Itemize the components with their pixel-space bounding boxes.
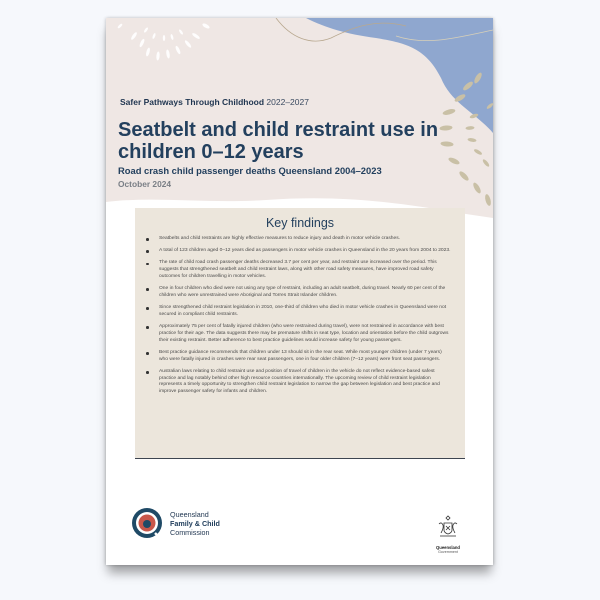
document-subtitle: Road crash child passenger deaths Queensland 2004–2023: [118, 165, 382, 176]
series-name: [120, 97, 309, 107]
qld-gov-sub: Government: [438, 550, 458, 554]
list-item: Best practice guidance recommends that children under 13 should sit in the rear seat. While most younger children (under 7 years) who were fatally injured in crashes were rear seat passengers, one in four older children (7–12 years) were front seat passengers.: [145, 350, 451, 364]
bullet-icon: [146, 352, 149, 355]
bullet-icon: [146, 326, 149, 329]
list-item: Seatbelts and child restraints are highly effective measures to reduce injury and death in motor vehicle crashes.: [145, 236, 451, 243]
list-item: One in four children who died were not using any type of restraint, including an adult seatbelt, during travel. Nearly 60 per cent of the children who were unrestrained were Aboriginal and Torres Strait Islander children.: [145, 286, 451, 300]
hero-banner: [106, 18, 493, 218]
bullet-icon: [146, 263, 149, 266]
key-findings-heading: Key findings: [265, 216, 335, 230]
list-item: A total of 123 children aged 0–12 years died as passengers in motor vehicle crashes in Queensland in the 20 years from 2004 to 2023.: [145, 248, 451, 255]
qld-gov-name: Queensland: [436, 545, 460, 550]
document-title: Seatbelt and child restraint use in children 0–12 years: [118, 119, 439, 163]
bullet-icon: [146, 250, 149, 253]
bullet-icon: [146, 307, 149, 310]
bullet-icon: [146, 238, 149, 241]
qfcc-logo-icon: [130, 506, 164, 540]
queensland-government-logo: [428, 514, 468, 554]
publication-date: October 2024: [118, 179, 172, 189]
series-title: Safer Pathways Through Childhood: [120, 97, 265, 107]
list-item: Australian laws relating to child restraint use and position of travel of children in the vehicle do not reflect evidence-based safest practice and lag notably behind other high resource countries internationally. The upcoming review of child restraint legislation represents a timely opportunity to strengthen child restraint legislation to narrow the gap between legislation and best practice and improve passenger safety for infants and children.: [145, 369, 451, 396]
key-findings-list: [135, 236, 465, 396]
list-item: Since strengthened child restraint legislation in 2010, one-third of children who died in motor vehicle crashes in Queensland were not secured in compliant child restraints.: [145, 305, 451, 319]
list-item: Approximately 75 per cent of fatally injured children (who were restrained during travel), were not restrained in accordance with best practice for their age. The data suggests there may be premature shifts in seat type, location and orientation before the child outgrows their existing restraint. Better adherence to best practice guidelines would increase safety for young passengers.: [145, 324, 451, 344]
qfcc-name-line2: Family & Child: [170, 518, 220, 528]
series-years: 2022–2027: [266, 97, 309, 107]
qfcc-logo: [130, 506, 220, 540]
bullet-icon: [146, 371, 149, 374]
list-item: The rate of child road crash passenger deaths decreased 3.7 per cent per year, and restraint use increased over the period. This suggests that strengthened seatbelt and child restraint laws, along with other road safety measures, have improved road safety outcomes for children travelling in motor vehicles.: [145, 260, 451, 280]
key-findings-box: [135, 208, 465, 459]
queensland-coat-of-arms-icon: [435, 514, 461, 540]
qfcc-name-line1: Queensland: [170, 509, 209, 519]
bullet-icon: [146, 288, 149, 291]
qfcc-name-line3: Commission: [170, 527, 210, 537]
document-cover-page: [106, 18, 493, 565]
